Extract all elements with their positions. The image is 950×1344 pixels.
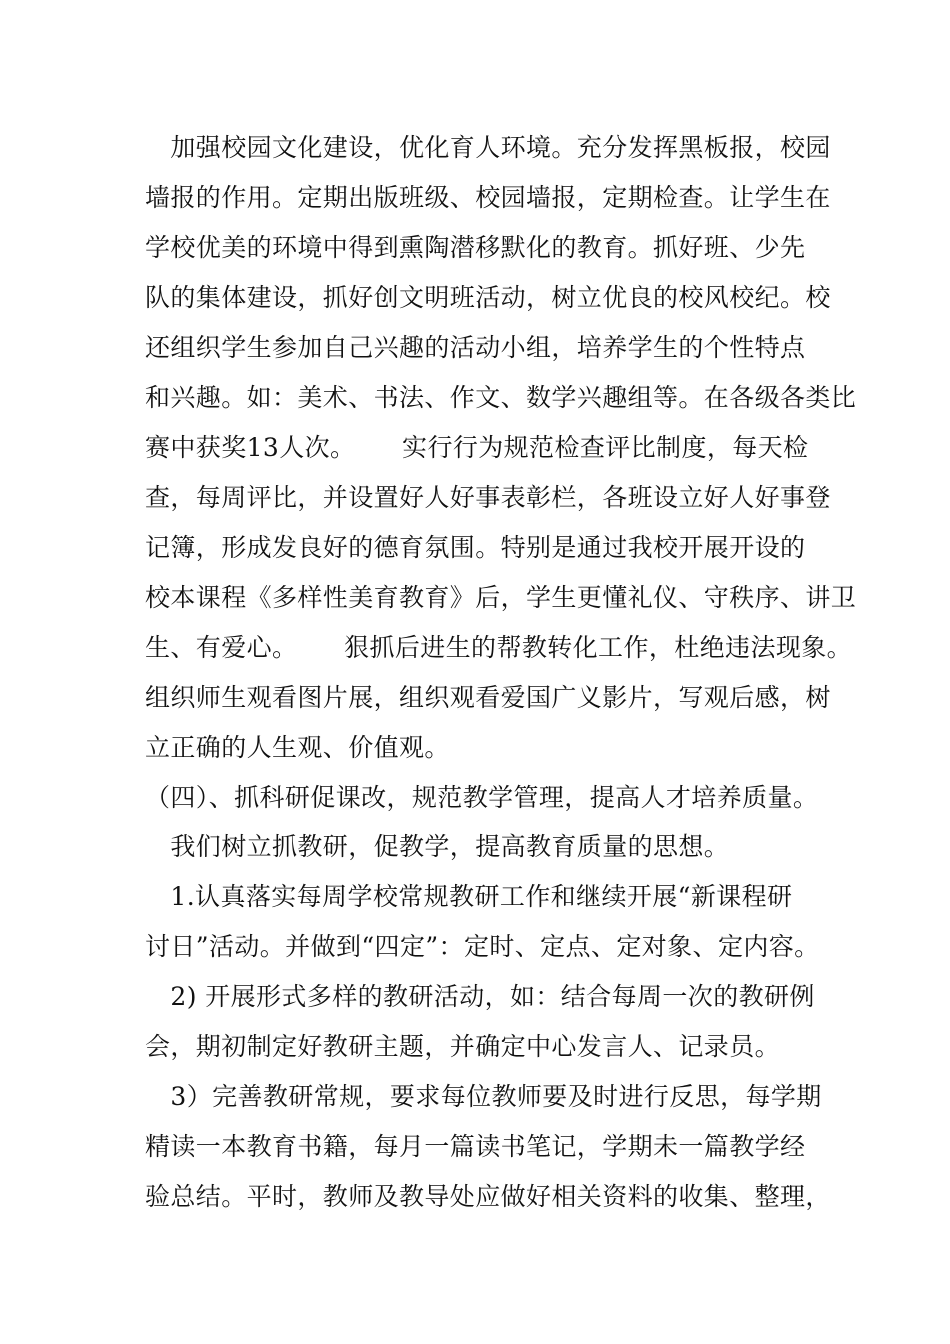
text-line: 和兴趣。如：美术、书法、作文、数学兴趣组等。在各级各类比 [145,383,857,412]
text-line: 组织师生观看图片展，组织观看爱国广义影片，写观后感，树 [145,683,831,712]
text-line: 记簿，形成发良好的德育氛围。特别是通过我校开展开设的 [145,533,806,562]
text-line: 会，期初制定好教研主题，并确定中心发言人、记录员。 [145,1032,781,1061]
text-line: 精读一本教育书籍，每月一篇读书笔记，学期未一篇教学经 [145,1132,806,1161]
list-item: 1.认真落实每周学校常规教研工作和继续开展“新课程研 [145,882,793,911]
text-line: 讨日”活动。并做到“四定”：定时、定点、定对象、定内容。 [145,932,820,961]
text-line: 墙报的作用。定期出版班级、校园墙报，定期检查。让学生在 [145,183,831,212]
text-line: 查，每周评比，并设置好人好事表彰栏，各班设立好人好事登 [145,483,831,512]
text-line: 我们树立抓教研，促教学，提高教育质量的思想。 [145,832,730,861]
text-line: 加强校园文化建设，优化育人环境。充分发挥黑板报，校园 [145,133,831,162]
text-line: 队的集体建设，抓好创文明班活动，树立优良的校风校纪。校 [145,283,831,312]
text-line: 还组织学生参加自己兴趣的活动小组，培养学生的个性特点 [145,333,806,362]
list-item: 3）完善教研常规，要求每位教师要及时进行反思，每学期 [145,1082,822,1111]
list-item: 2) 开展形式多样的教研活动，如：结合每周一次的教研例 [145,982,815,1011]
section-heading: （四）、抓科研促课改，规范教学管理，提高人才培养质量。 [145,783,819,812]
text-line: 立正确的人生观、价值观。 [145,733,450,762]
text-line: 生、有爱心。 狠抓后进生的帮教转化工作，杜绝违法现象。 [145,633,853,662]
text-line: 学校优美的环境中得到熏陶潜移默化的教育。抓好班、少先 [145,233,806,262]
text-line: 赛中获奖13人次。 实行行为规范检查评比制度，每天检 [145,433,809,462]
text-line: 验总结。平时，教师及教导处应做好相关资料的收集、整理， [145,1182,831,1211]
text-line: 校本课程《多样性美育教育》后，学生更懂礼仪、守秩序、讲卫 [145,583,857,612]
